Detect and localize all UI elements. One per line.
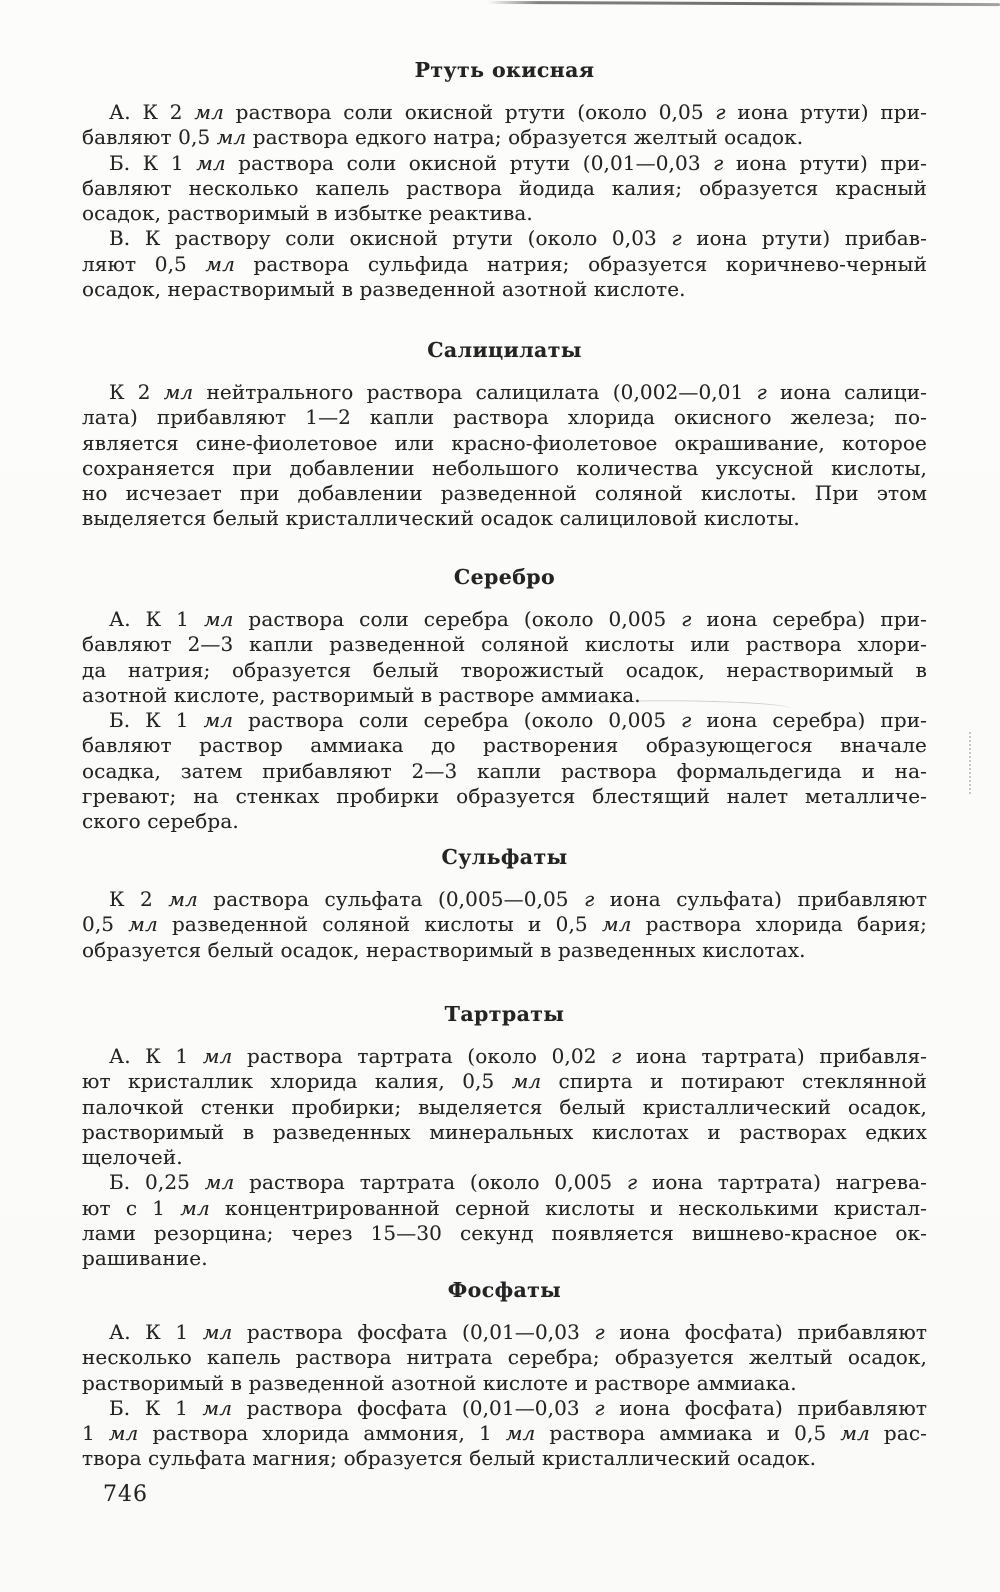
- text-line: В. К раствору соли окисной ртути (около 0,03 г иона ртути) прибав-: [109, 226, 928, 251]
- paragraph: [82, 1320, 927, 1396]
- section-heading: Салицилаты: [427, 338, 582, 362]
- text-line: осадок, нерастворимый в разведенной азотной кислоте.: [82, 277, 686, 302]
- paragraph: [82, 708, 927, 834]
- paragraph: [82, 1170, 927, 1271]
- text-line: А. К 2 мл раствора соли окисной ртути (около 0,05 г иона ртути) при-: [109, 100, 927, 124]
- section-heading: Серебро: [453, 565, 556, 589]
- section-heading: Тартраты: [444, 1002, 565, 1026]
- text-line: Б. К 1 мл раствора фосфата (0,01—0,03 г иона фосфата) прибавляют: [109, 1395, 928, 1420]
- text-line: является сине-фиолетовое или красно-фиолетовое окрашивание, которое: [82, 430, 927, 455]
- text-line: осадка, затем прибавляют 2—3 капли раствора формальдегида и на-: [82, 758, 927, 783]
- scan-top-edge-artifact: [487, 1, 1000, 6]
- paragraph: [82, 1396, 927, 1472]
- section-tartrates: [82, 1002, 927, 1272]
- paragraph: [82, 1044, 927, 1170]
- text-line: А. К 1 мл раствора тартрата (около 0,02 г иона тартрата) прибавля-: [109, 1044, 928, 1068]
- text-line: Б. К 1 мл раствора соли окисной ртути (0,01—0,03 г иона ртути) при-: [109, 150, 928, 175]
- text-line: ского серебра.: [82, 809, 239, 834]
- text-line: но исчезает при добавлении разведенной соляной кислоты. При этом: [82, 481, 927, 506]
- text-line: бавляют 0,5 мл раствора едкого натра; образуется желтый осадок.: [82, 125, 804, 150]
- text-line: несколько капель раствора нитрата серебра; образуется желтый осадок,: [82, 1345, 927, 1370]
- text-line: бавляют 2—3 капли разведенной соляной кислоты или раствора хлори-: [82, 632, 927, 657]
- text-line: осадок, растворимый в избытке реактива.: [82, 201, 533, 226]
- text-line: А. К 1 мл раствора соли серебра (около 0,005 г иона серебра) при-: [109, 607, 927, 631]
- text-line: рашивание.: [82, 1246, 208, 1271]
- text-line: 0,5 мл разведенной соляной кислоты и 0,5 мл раствора хлорида бария;: [82, 912, 927, 937]
- text-line: гревают; на стенках пробирки образуется блестящий налет металличе-: [82, 784, 927, 809]
- section-salicylates: [82, 338, 927, 532]
- page-number: 746: [103, 1482, 148, 1507]
- text-line: Б. К 1 мл раствора соли серебра (около 0,005 г иона серебра) при-: [109, 708, 928, 733]
- text-line: растворимый в разведенных минеральных кислотах и растворах едких: [82, 1119, 927, 1144]
- section-mercury-oxide: [82, 58, 927, 302]
- text-line: К 2 мл раствора сульфата (0,005—0,05 г иона сульфата) прибавляют: [109, 887, 927, 911]
- section-silver: [82, 565, 927, 835]
- text-line: растворимый в разведенной азотной кислоте и растворе аммиака.: [82, 1370, 797, 1395]
- section-heading: Ртуть окисная: [414, 58, 595, 82]
- text-line: лами резорцина; через 15—30 секунд появляется вишнево-красное ок-: [82, 1221, 927, 1246]
- text-line: А. К 1 мл раствора фосфата (0,01—0,03 г иона фосфата) прибавляют: [109, 1320, 928, 1344]
- text-line: ют с 1 мл концентрированной серной кислоты и несколькими кристал-: [82, 1195, 927, 1220]
- section-sulfates: [82, 845, 927, 963]
- text-line: щелочей.: [82, 1145, 183, 1170]
- paragraph: [82, 607, 927, 708]
- text-line: Б. 0,25 мл раствора тартрата (около 0,005 г иона тартрата) нагрева-: [109, 1170, 927, 1195]
- text-line: сохраняется при добавлении небольшого количества уксусной кислоты,: [82, 455, 927, 480]
- text-line: К 2 мл нейтрального раствора салицилата (0,002—0,01 г иона салици-: [109, 380, 927, 404]
- text-line: ют кристаллик хлорида калия, 0,5 мл спирта и потирают стеклянной: [82, 1069, 927, 1094]
- text-line: ляют 0,5 мл раствора сульфида натрия; образуется коричнево-черный: [82, 251, 927, 276]
- scan-right-margin-artifact: [969, 732, 971, 794]
- paragraph: [82, 380, 927, 532]
- text-line: азотной кислоте, растворимый в растворе аммиака.: [82, 682, 641, 707]
- paragraph: [82, 887, 927, 963]
- paragraph: [82, 100, 927, 151]
- text-line: 1 мл раствора хлорида аммония, 1 мл раствора аммиака и 0,5 мл рас-: [82, 1421, 927, 1446]
- text-line: да натрия; образуется белый творожистый осадок, нерастворимый в: [82, 657, 927, 682]
- text-line: твора сульфата магния; образуется белый кристаллический осадок.: [82, 1446, 817, 1471]
- section-heading: Сульфаты: [441, 845, 568, 869]
- section-heading: Фосфаты: [447, 1278, 562, 1302]
- text-line: образуется белый осадок, нерастворимый в разведенных кислотах.: [82, 937, 806, 962]
- paragraph: [82, 226, 927, 302]
- text-line: выделяется белый кристаллический осадок салициловой кислоты.: [82, 506, 800, 531]
- paragraph: [82, 151, 927, 227]
- section-phosphates: [82, 1278, 927, 1472]
- text-line: бавляют несколько капель раствора йодида калия; образуется красный: [82, 175, 927, 200]
- text-line: бавляют раствор аммиака до растворения образующегося вначале: [82, 733, 927, 758]
- text-line: лата) прибавляют 1—2 капли раствора хлорида окисного железа; по-: [82, 405, 927, 430]
- text-line: палочкой стенки пробирки; выделяется белый кристаллический осадок,: [82, 1094, 927, 1119]
